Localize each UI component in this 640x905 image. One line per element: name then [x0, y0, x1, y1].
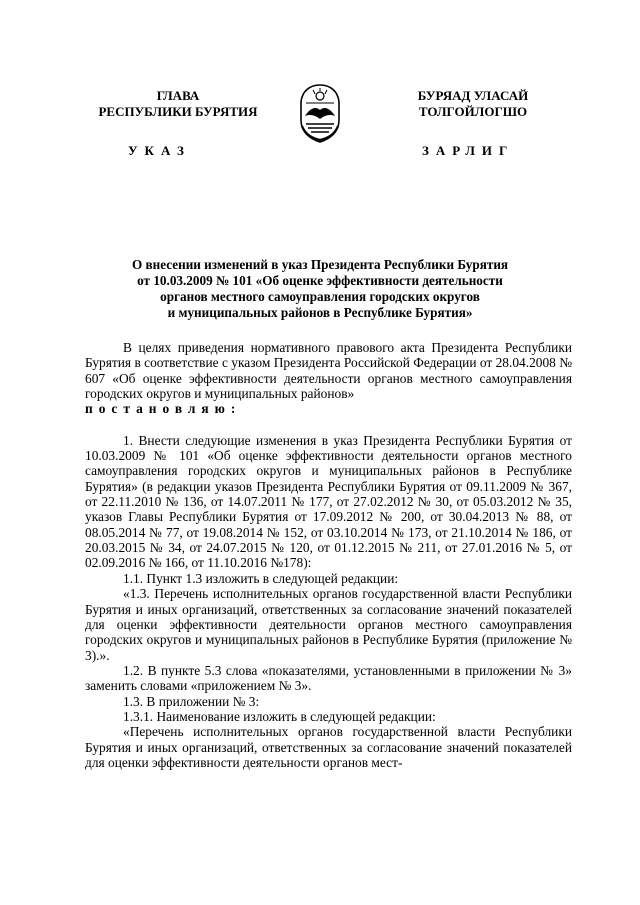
doc-type-bua: ЗАРЛИГ [422, 143, 515, 158]
header-right-block [388, 88, 558, 120]
title-line4: и муниципальных районов в Республике Бурятия» [167, 305, 473, 320]
item-1-3-1-text-paragraph: «Перечень исполнительных органов государственной власти Республики Бурятия и иных организаций, ответственных за согласование значений показателей для оценки эффективности деятельности органов мест- [85, 724, 572, 770]
item-1-3-paragraph: 1.3. В приложении № 3: [123, 693, 260, 709]
decree-title [80, 257, 560, 321]
doc-type-ru: УКАЗ [128, 143, 191, 158]
header-left-block [78, 88, 278, 120]
decree-body [85, 340, 572, 770]
header-left-line1: ГЛАВА [156, 88, 200, 103]
title-line2: от 10.03.2009 № 101 «Об оценке эффективности деятельности [137, 273, 503, 288]
preamble-paragraph: В целях приведения нормативного правового акта Президента Республики Бурятия в соответствие с указом Президента Российской Федерации от 28.04.2008 № 607 «Об оценке эффективности деятельности органов местного самоуправления городских округов и муниципальных районов» [85, 340, 572, 402]
item-1-1-text-paragraph: «1.3. Перечень исполнительных органов государственной власти Республики Бурятия и иных организаций, ответственных за согласование значений показателей для оценки эффективности деятельности органов местного самоуправления городских округов и муниципальных районов в Республике Бурятия (приложение № 3).». [85, 586, 572, 663]
header-right-line1: БУРЯАД УЛАСАЙ [417, 88, 529, 103]
header-left-line2: РЕСПУБЛИКИ БУРЯТИЯ [98, 104, 258, 119]
decree-word: постановляю: [85, 401, 242, 417]
title-line1: О внесении изменений в указ Президента Республики Бурятия [131, 257, 509, 272]
item-1-1-paragraph: 1.1. Пункт 1.3 изложить в следующей редакции: [123, 570, 399, 586]
title-line3: органов местного самоуправления городских округов [160, 289, 480, 304]
item-1-paragraph: 1. Внести следующие изменения в указ Президента Республики Бурятия от 10.03.2009 № 101 «Об оценке эффективности деятельности органов местного самоуправления городских округов и муниципальных районов в Республике Бурятия» (в редакции указов Президента Республики Бурятия от 09.11.2009 № 367, от 22.11.2010 № 136, от 14.07.2011 № 177, от 27.02.2012 № 30, от 05.03.2012 № 35, указов Главы Республики Бурятия от 17.09.2012 № 200, от 30.04.2013 № 88, от 08.05.2014 № 77, от 19.08.2014 № 152, от 03.10.2014 № 173, от 21.10.2014 № 186, от 20.03.2015 № 34, от 24.07.2015 № 120, от 01.12.2015 № 211, от 27.01.2016 № 5, от 02.09.2016 № 166, от 11.10.2016 №178): [85, 432, 572, 571]
item-1-3-1-paragraph: 1.3.1. Наименование изложить в следующей редакции: [123, 708, 436, 724]
header-right-line2: ТОЛГОЙЛОГШО [418, 104, 528, 119]
item-1-2-paragraph: 1.2. В пункте 5.3 слова «показателями, установленными в приложении № 3» заменить словами «приложением № 3». [85, 662, 572, 694]
decree-word-line [85, 401, 572, 416]
coat-of-arms-icon [296, 82, 344, 144]
